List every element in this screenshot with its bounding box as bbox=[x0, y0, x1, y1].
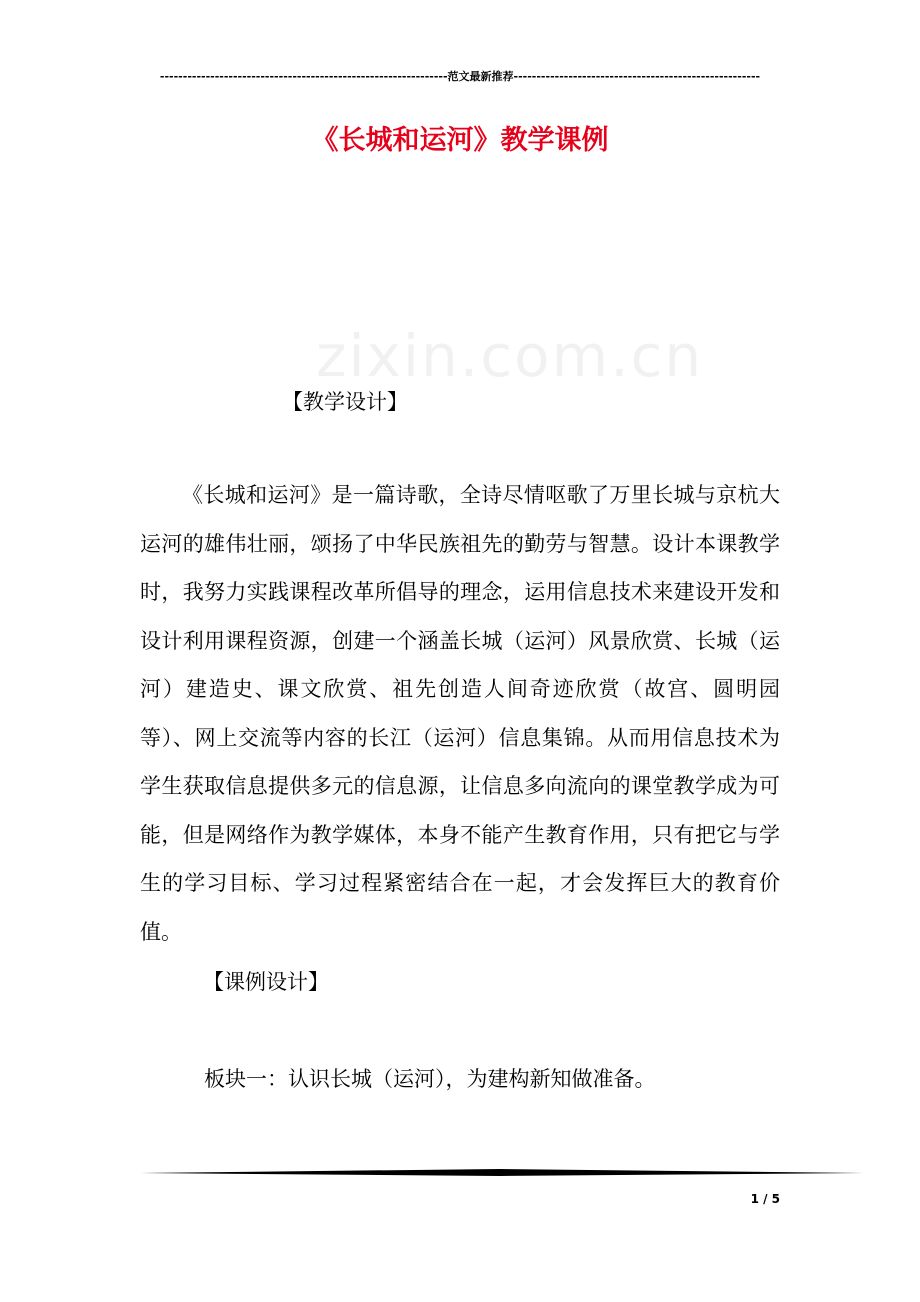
section-heading-lesson-design: 【课例设计】 bbox=[203, 970, 329, 994]
page-number: 1 / 5 bbox=[750, 1192, 780, 1206]
section-heading-teaching-design: 【教学设计】 bbox=[282, 390, 408, 414]
watermark: zixin.com.cn bbox=[316, 322, 704, 390]
document-title: 《长城和运河》教学课例 bbox=[311, 125, 609, 156]
teaching-design-paragraph: 《长城和运河》是一篇诗歌，全诗尽情呕歌了万里长城与京杭大运河的雄伟壮丽，颂扬了中华民族祖先的勤劳与智慧。设计本课教学时，我努力实践课程改革所倡导的理念，运用信息技术来建设开发和设计利用课程资源，创建一个涵盖长城（运河）风景欣赏、长城（运河）建造史、课文欣赏、祖先创造人间奇迹欣赏（故宫、圆明园等）、网上交流等内容的长江（运河）信息集锦。从而用信息技术为学生获取信息提供多元的信息源，让信息多向流向的课堂教学成为可能，但是网络作为教学媒体，本身不能产生教育作用，只有把它与学生的学习目标、学习过程紧密结合在一起，才会发挥巨大的教育价值。 bbox=[140, 483, 780, 944]
footer-divider bbox=[140, 1168, 864, 1176]
running-header: ---------------------------------------------------------------范文最新推荐------------------------------------------------------ bbox=[159, 70, 761, 83]
module-one-paragraph: 板块一：认识长城（运河），为建构新知做准备。 bbox=[204, 1067, 656, 1091]
